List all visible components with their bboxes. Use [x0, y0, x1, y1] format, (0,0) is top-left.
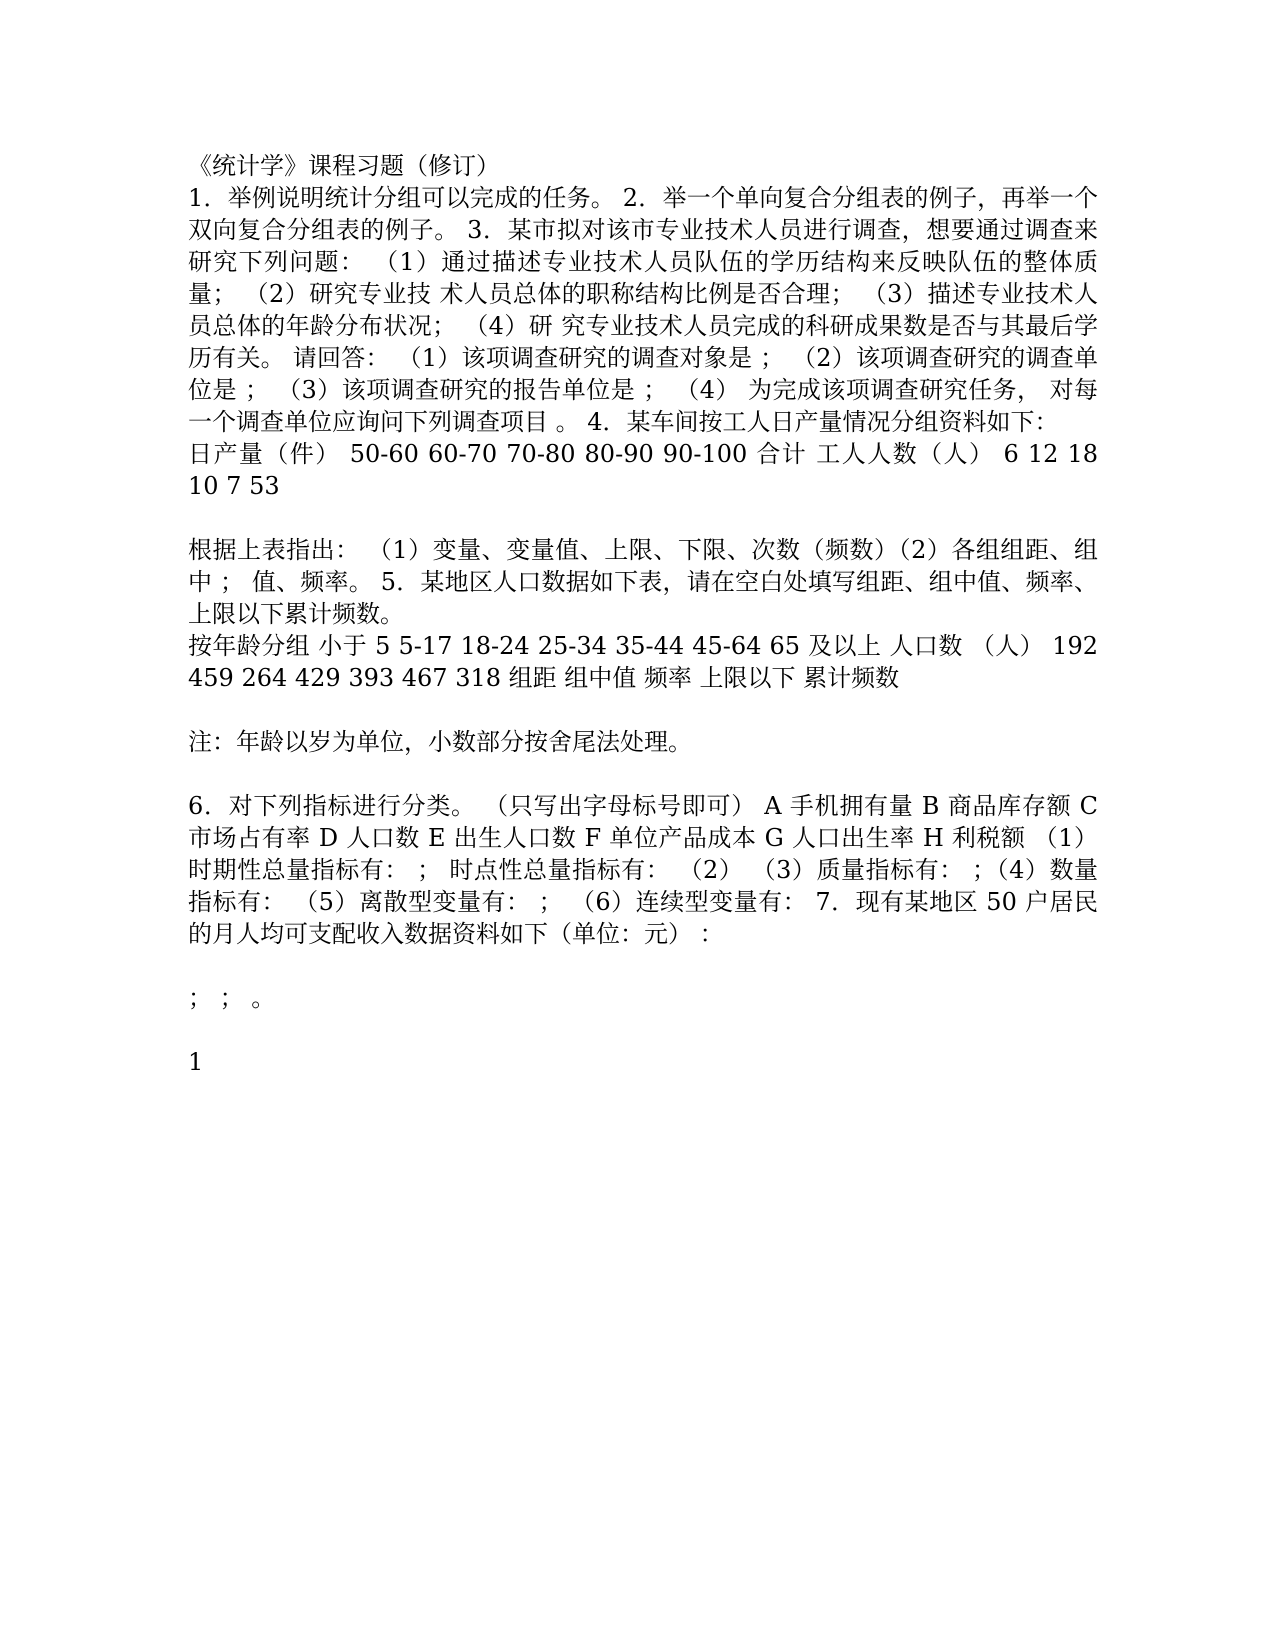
exercise-paragraph-2: 根据上表指出： （1）变量、变量值、上限、下限、次数（频数）（2）各组组距、组中 ； 值、频率。 5．某地区人口数据如下表，请在空白处填写组距、组中值、频率、上限以下累计频数。 [188, 536, 1098, 628]
paragraph-spacer [188, 694, 1098, 726]
age-note: 注：年龄以岁为单位，小数部分按舍尾法处理。 [188, 728, 692, 756]
paragraph-spacer [188, 950, 1098, 982]
document-title: 《统计学》课程习题（修订） [188, 152, 500, 180]
population-table-text: 按年龄分组 小于 5 5-17 18-24 25-34 35-44 45-64 65 及以上 人口数 （人） 192 459 264 429 393 467 318 组距 组中值 频率 上限以下 累计频数 [188, 632, 1098, 692]
daily-output-table-text: 日产量（件） 50-60 60-70 70-80 80-90 90-100 合计 工人人数（人） 6 12 18 10 7 53 [188, 440, 1098, 500]
paragraph-spacer [188, 758, 1098, 790]
exercise-paragraph-1: 1．举例说明统计分组可以完成的任务。 2．举一个单向复合分组表的例子，再举一个双向复合分组表的例子。 3．某市拟对该市专业技术人员进行调查，想要通过调查来研究下列问题： （1）通过描述专业技术人员队伍的学历结构来反映队伍的整体质量； （2）研究专业技 术人员总体的职称结构比例是否合理； （3）描述专业技术人员总体的年龄分布状况； （4）研 究专业技术人员完成的科研成果数是否与其最后学历有关。 请回答： （1）该项调查研究的调查对象是 ； （2）该项调查研究的调查单位是 ； （3）该项调查研究的报告单位是 ； （4） 为完成该项调查研究任务， 对每一个调查单位应询问下列调查项目 。 4．某车间按工人日产量情况分组资料如下： [188, 184, 1098, 436]
punctuation-line: ； ； 。 [188, 984, 276, 1012]
document-body [188, 150, 1098, 1078]
page-number: 1 [188, 1048, 204, 1076]
paragraph-spacer [188, 1014, 1098, 1046]
exercise-paragraph-3: 6．对下列指标进行分类。 （只写出字母标号即可） A 手机拥有量 B 商品库存额 C 市场占有率 D 人口数 E 出生人口数 F 单位产品成本 G 人口出生率 H 利税额 （1） 时期性总量指标有： ； 时点性总量指标有： （2） （3）质量指标有： ；（4）数量指标有： （5）离散型变量有： ； （6）连续型变量有： 7．现有某地区 50 户居民的月人均可支配收入数据资料如下（单位：元） ： [188, 792, 1098, 948]
paragraph-spacer [188, 502, 1098, 534]
